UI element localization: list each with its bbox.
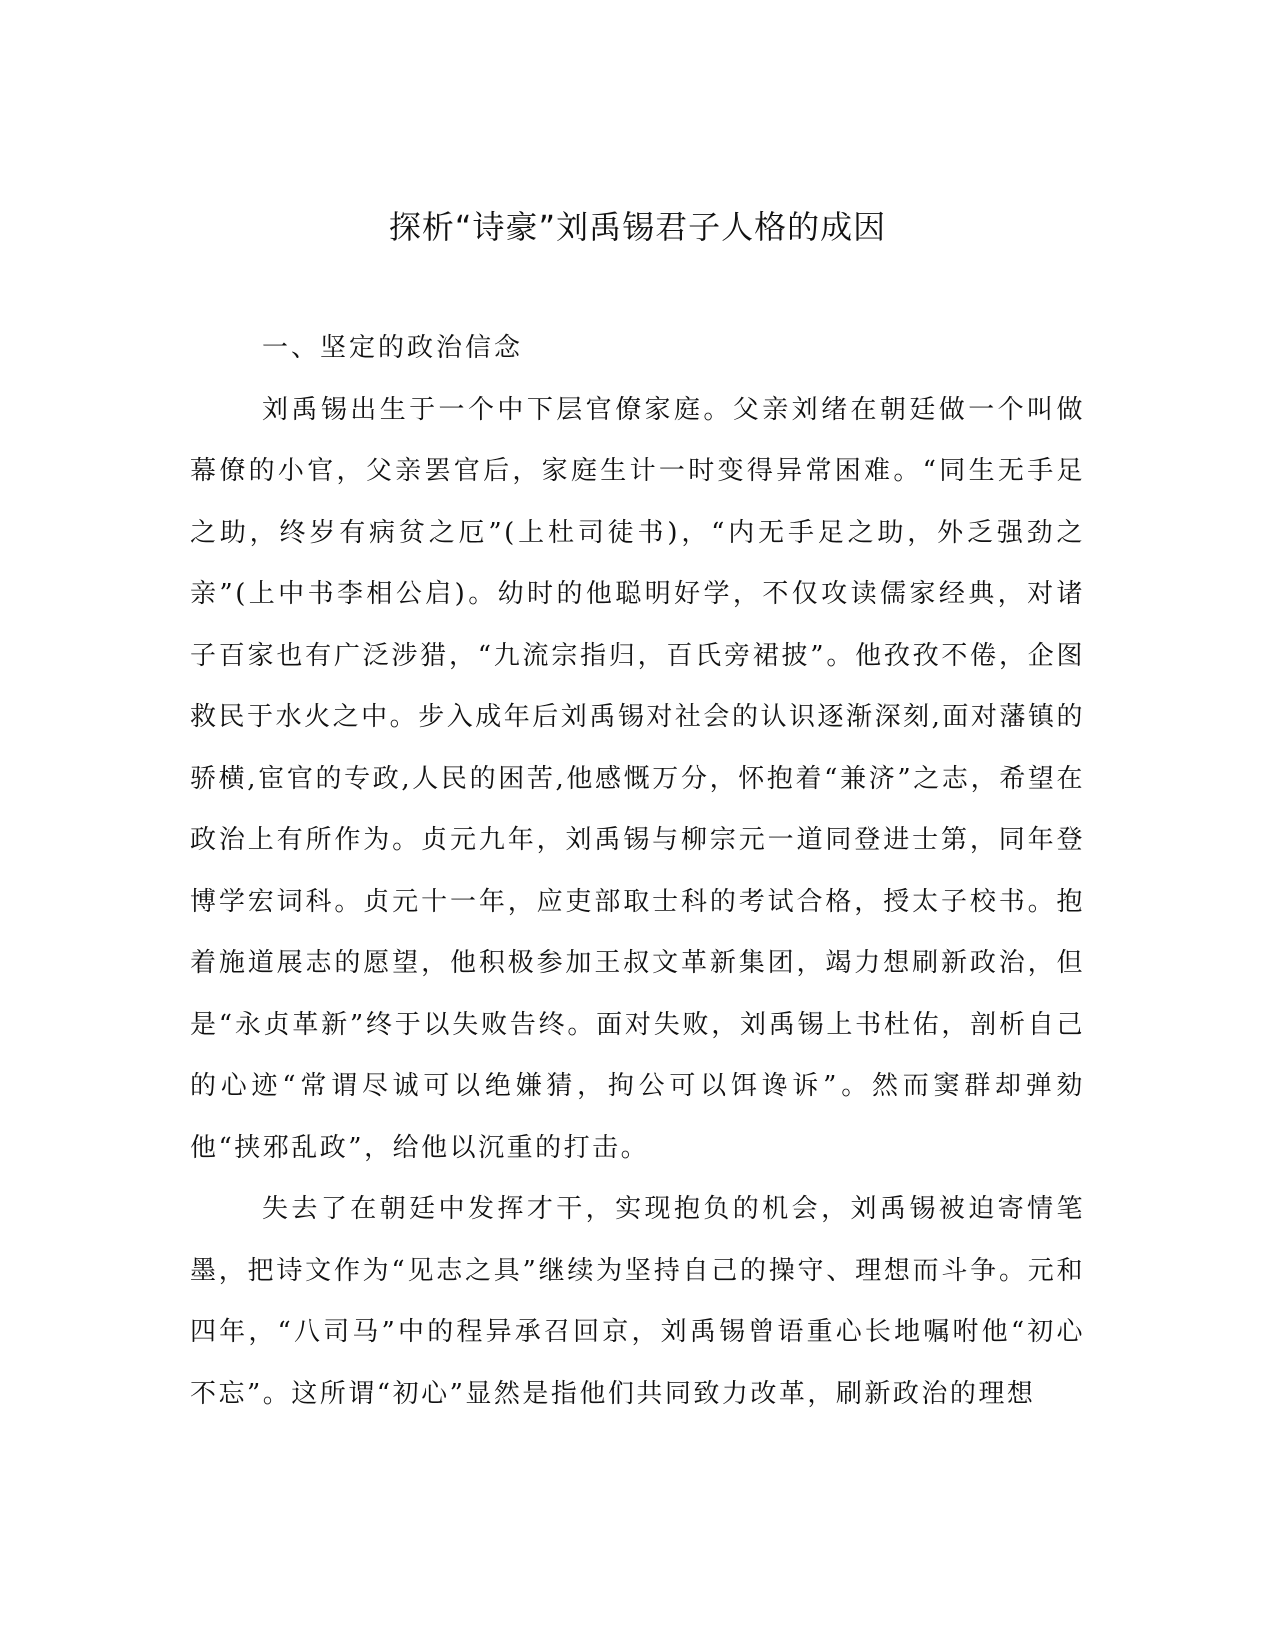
paragraph-1: 刘禹锡出生于一个中下层官僚家庭。父亲刘绪在朝廷做一个叫做幕僚的小官，父亲罢官后，家庭生计一时变得异常困难。“同生无手足之助，终岁有病贫之厄”(上杜司徒书)，“内无手足之助，外乏强劲之亲”(上中书李相公启)。幼时的他聪明好学，不仅攻读儒家经典，对诸子百家也有广泛涉猎，“九流宗指归，百氏旁裙披”。他孜孜不倦，企图救民于水火之中。步入成年后刘禹锡对社会的认识逐渐深刻,面对藩镇的骄横,宦官的专政,人民的困苦,他感慨万分，怀抱着“兼济”之志，希望在政治上有所作为。贞元九年，刘禹锡与柳宗元一道同登进士第，同年登博学宏词科。贞元十一年，应吏部取士科的考试合格，授太子校书。抱着施道展志的愿望，他积极参加王叔文革新集团，竭力想刷新政治，但是“永贞革新”终于以失败告终。面对失败，刘禹锡上书杜佑，剖析自己的心迹“常谓尽诚可以绝嫌猜，拘公可以饵谗诉”。然而窦群却弹劾他“挟邪乱政”，给他以沉重的打击。 bbox=[190, 394, 1085, 1163]
paragraph-2: 失去了在朝廷中发挥才干，实现抱负的机会，刘禹锡被迫寄情笔墨，把诗文作为“见志之具”继续为坚持自己的操守、理想而斗争。元和四年，“八司马”中的程异承召回京，刘禹锡曾语重心长地嘱咐他“初心不忘”。这所谓“初心”显然是指他们共同致力改革，刷新政治的理想 bbox=[190, 1194, 1085, 1409]
section-heading: 一、坚定的政治信念 bbox=[262, 333, 524, 363]
page-title: 探析“诗豪”刘禹锡君子人格的成因 bbox=[388, 208, 887, 246]
document-body bbox=[190, 318, 1085, 1425]
